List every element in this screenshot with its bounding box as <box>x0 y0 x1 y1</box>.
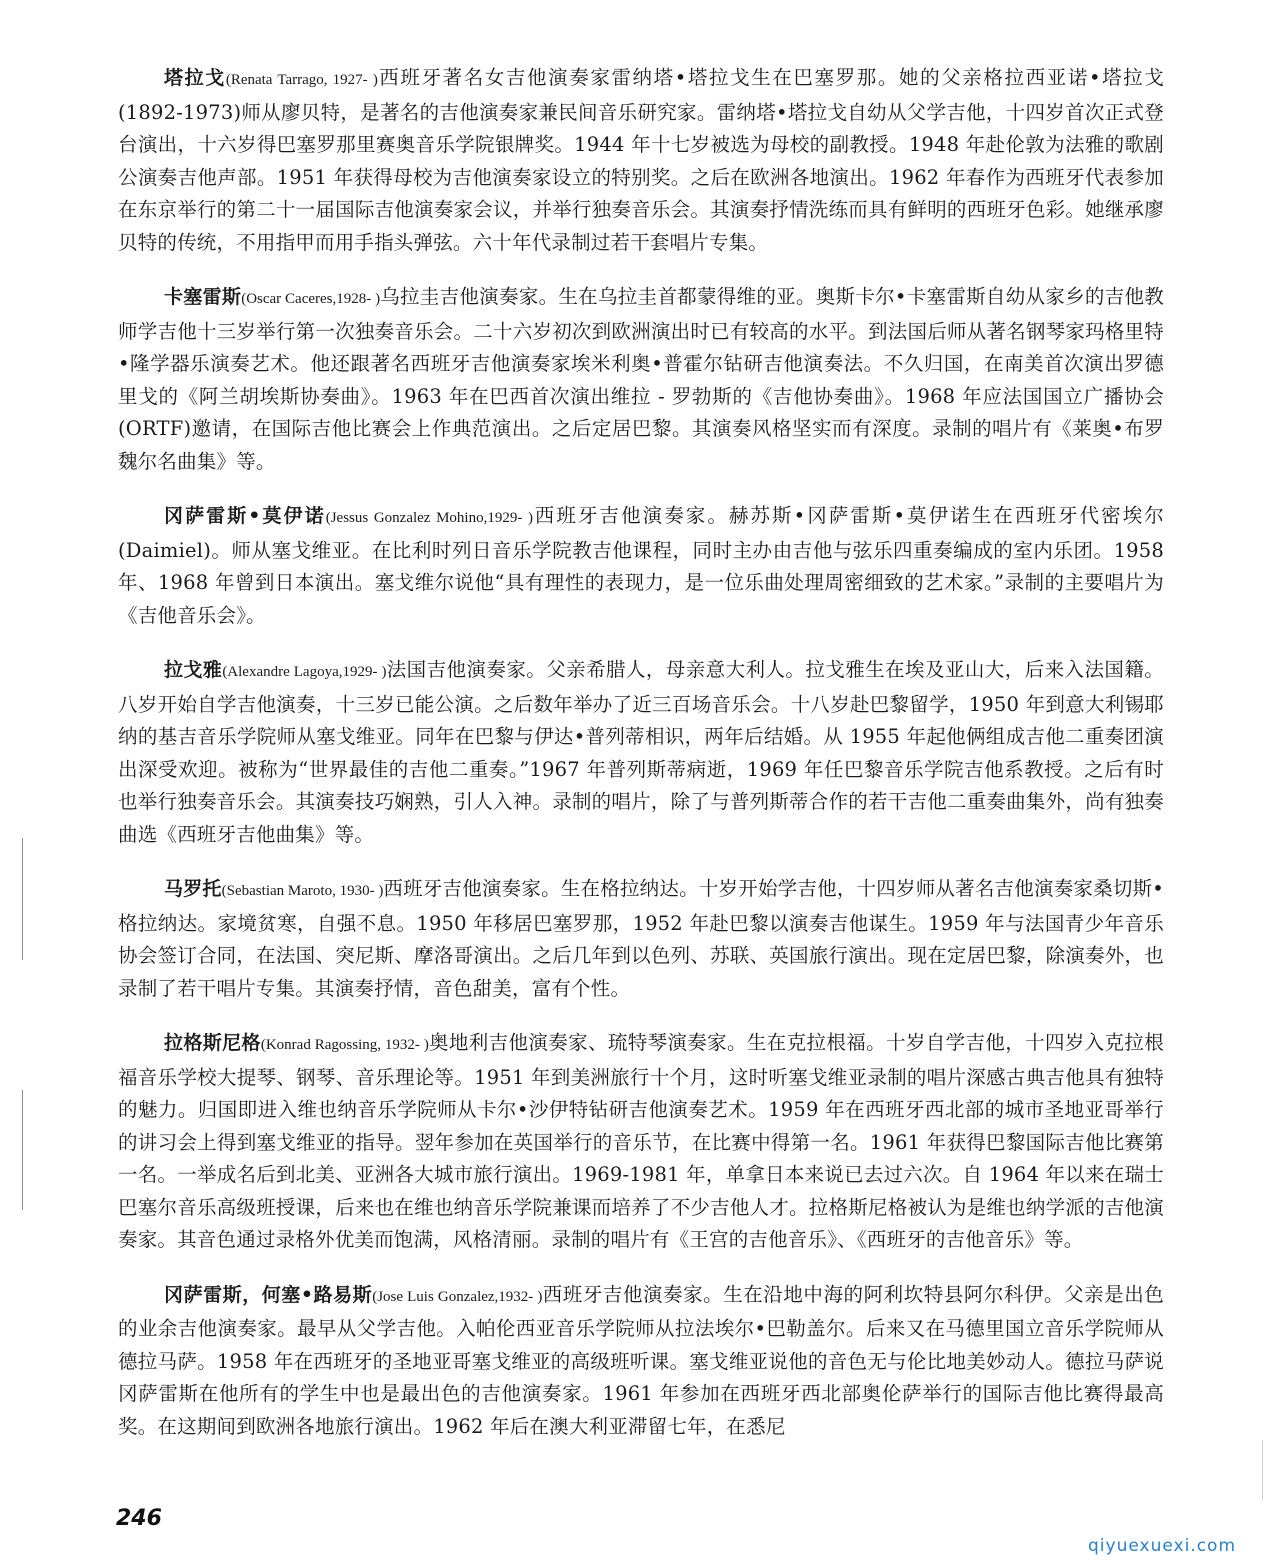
entry-ragossing <box>118 1027 1164 1257</box>
entry-name: 拉戈雅 <box>164 659 223 681</box>
scan-margin-line <box>22 1090 23 1210</box>
entry-text: 法国吉他演奏家。父亲希腊人，母亲意大利人。拉戈雅生在埃及亚山大，后来入法国籍。八岁开始自学吉他演奏，十三岁已能公演。之后数年举办了近三百场音乐会。十八岁赴巴黎留学，1950 年到意大利锡耶纳的基吉音乐学院师从塞戈维亚。同年在巴黎与伊达•普列蒂相识，两年后结婚。从 1955 年起他俩组成吉他二重奏团演出深受欢迎。被称为“世界最佳的吉他二重奏。”1967 年普列斯蒂病逝，1969 年任巴黎音乐学院吉他系教授。之后有时也举行独奏音乐会。其演奏技巧娴熟，引人入神。录制的唱片，除了与普列斯蒂合作的若干吉他二重奏曲集外，尚有独奏曲选《西班牙吉他曲集》等。 <box>118 658 1164 846</box>
entry-text: 奥地利吉他演奏家、琉特琴演奏家。生在克拉根福。十岁自学吉他，十四岁入克拉根福音乐学校大提琴、钢琴、音乐理论等。1951 年到美洲旅行十个月，这时听塞戈维亚录制的唱片深感古典吉他具有独特的魅力。归国即进入维也纳音乐学院师从卡尔•沙伊特钻研吉他演奏艺术。1959 年在西班牙西北部的城市圣地亚哥举行的讲习会上得到塞戈维亚的指导。翌年参加在英国举行的音乐节，在比赛中得第一名。1961 年获得巴黎国际吉他比赛第一名。一举成名后到北美、亚洲各大城市旅行演出。1969-1981 年，单拿日本来说已去过六次。自 1964 年以来在瑞士巴塞尔音乐高级班授课，后来也在维也纳音乐学院兼课而培养了不少吉他人才。拉格斯尼格被认为是维也纳学派的吉他演奏家。其音色通过录格外优美而饱满，风格清丽。录制的唱片有《王宫的吉他音乐》、《西班牙的吉他音乐》等。 <box>118 1031 1164 1251</box>
entry-caceres <box>118 281 1164 478</box>
entry-original-name: (Konrad Ragossing, 1932- ) <box>260 1037 429 1053</box>
entry-maroto <box>118 873 1164 1005</box>
entry-text: 西班牙著名女吉他演奏家雷纳塔•塔拉戈生在巴塞罗那。她的父亲格拉西亚诺•塔拉戈(1892-1973)师从廖贝特，是著名的吉他演奏家兼民间音乐研究家。雷纳塔•塔拉戈自幼从父学吉他，十四岁首次正式登台演出，十六岁得巴塞罗那里赛奥音乐学院银牌奖。1944 年十七岁被选为母校的副教授。1948 年赴伦敦为法雅的歌剧公演奏吉他声部。1951 年获得母校为吉他演奏家设立的特别奖。之后在欧洲各地演出。1962 年春作为西班牙代表参加在东京举行的第二十一届国际吉他演奏家会议，并举行独奏音乐会。其演奏抒情洗练而具有鲜明的西班牙色彩。她继承廖贝特的传统，不用指甲而用手指头弹弦。六十年代录制过若干套唱片专集。 <box>118 66 1164 254</box>
entry-gonzalez-mohino <box>118 500 1164 632</box>
page-number: 246 <box>116 1506 162 1531</box>
entry-name: 冈萨雷斯，何塞•路易斯 <box>164 1283 373 1306</box>
entry-original-name: (Jessus Gonzalez Mohino,1929- ) <box>325 510 533 526</box>
page-text-column <box>118 62 1164 1465</box>
entry-text: 乌拉圭吉他演奏家。生在乌拉圭首都蒙得维的亚。奥斯卡尔•卡塞雷斯自幼从家乡的吉他教师学吉他十三岁举行第一次独奏音乐会。二十六岁初次到欧洲演出时已有较高的水平。到法国后师从著名钢琴家玛格里特•隆学器乐演奏艺术。他还跟著名西班牙吉他演奏家埃米利奥•普霍尔钻研吉他演奏法。不久归国，在南美首次演出罗德里戈的《阿兰胡埃斯协奏曲》。1963 年在巴西首次演出维拉 - 罗勃斯的《吉他协奏曲》。1968 年应法国国立广播协会(ORTF)邀请，在国际吉他比赛会上作典范演出。之后定居巴黎。其演奏风格坚实而有深度。录制的唱片有《莱奥•布罗魏尔名曲集》等。 <box>118 285 1164 473</box>
entry-text: 西班牙吉他演奏家。生在沿地中海的阿利坎特县阿尔科伊。父亲是出色的业余吉他演奏家。最早从父学吉他。入帕伦西亚音乐学院师从拉法埃尔•巴勒盖尔。后来又在马德里国立音乐学院师从德拉马萨。1958 年在西班牙的圣地亚哥塞戈维亚的高级班听课。塞戈维亚说他的音色无与伦比地美妙动人。德拉马萨说冈萨雷斯在他所有的学生中也是最出色的吉他演奏家。1961 年参加在西班牙西北部奥伦萨举行的国际吉他比赛得最高奖。在这期间到欧洲各地旅行演出。1962 年后在澳大利亚滞留七年，在悉尼 <box>118 1282 1164 1438</box>
scan-edge-line <box>1262 1440 1263 1500</box>
entry-original-name: (Jose Luis Gonzalez,1932- ) <box>372 1288 543 1305</box>
entry-original-name: (Renata Tarrago, 1927- ) <box>225 72 378 88</box>
entry-name: 冈萨雷斯•莫伊诺 <box>164 505 326 527</box>
entry-text: 西班牙吉他演奏家。生在格拉纳达。十岁开始学吉他，十四岁师从著名吉他演奏家桑切斯•格拉纳达。家境贫寒，自强不息。1950 年移居巴塞罗那，1952 年赴巴黎以演奏吉他谋生。1959 年与法国青少年音乐协会签订合同，在法国、突尼斯、摩洛哥演出。之后几年到以色列、苏联、英国旅行演出。现在定居巴黎，除演奏外，也录制了若干唱片专集。其演奏抒情，音色甜美，富有个性。 <box>118 877 1164 1000</box>
site-watermark: qiyuexuexi.com <box>1088 1536 1236 1556</box>
entry-original-name: (Oscar Caceres,1928- ) <box>241 291 381 307</box>
entry-name: 塔拉戈 <box>164 67 226 89</box>
entry-original-name: (Alexandre Lagoya,1929- ) <box>222 664 387 680</box>
entry-lagoya <box>118 654 1164 851</box>
entry-text: 西班牙吉他演奏家。赫苏斯•冈萨雷斯•莫伊诺生在西班牙代密埃尔(Daimiel)。师从塞戈维亚。在比利时列日音乐学院教吉他课程，同时主办由吉他与弦乐四重奏编成的室内乐团。1958 年、1968 年曾到日本演出。塞戈维尔说他“具有理性的表现力，是一位乐曲处理周密细致的艺术家。”录制的主要唱片为《吉他音乐会》。 <box>118 504 1164 627</box>
entry-original-name: (Sebastian Maroto, 1930- ) <box>221 883 384 899</box>
entry-name: 马罗托 <box>164 878 222 900</box>
scan-margin-line <box>22 838 23 960</box>
entry-tarrago <box>118 62 1164 259</box>
entry-name: 拉格斯尼格 <box>164 1032 261 1054</box>
entry-jose-luis-gonzalez <box>118 1279 1164 1444</box>
entry-name: 卡塞雷斯 <box>164 286 242 308</box>
